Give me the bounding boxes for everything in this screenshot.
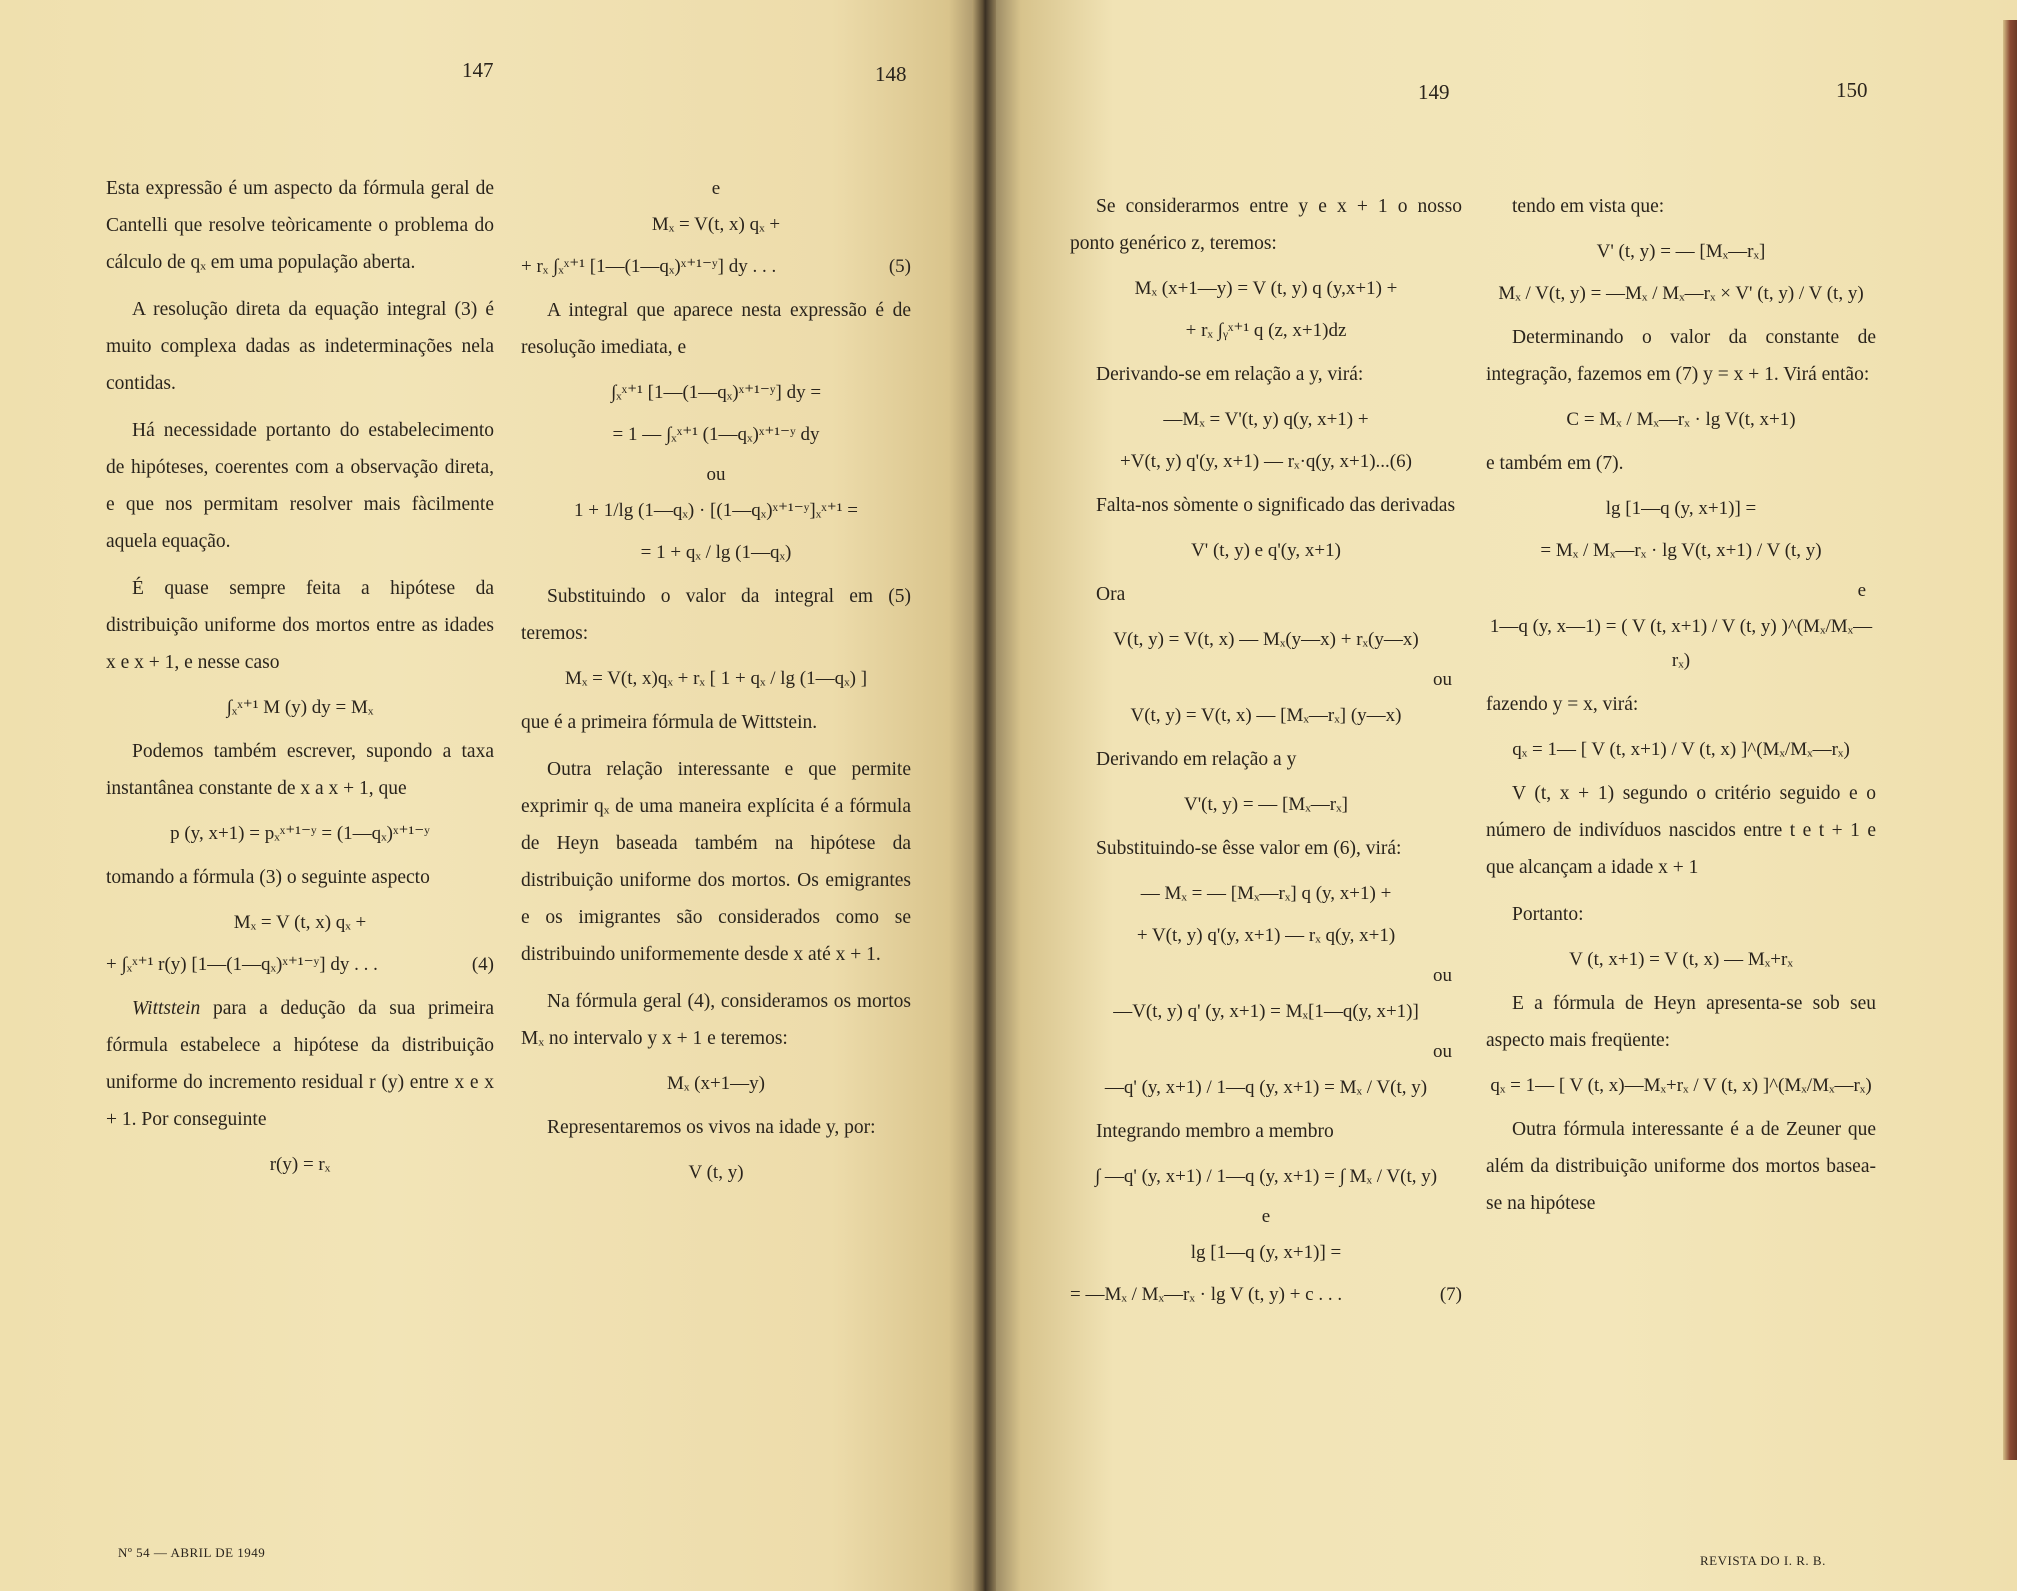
paragraph: Esta expressão é um aspecto da fórmula geral de Cantelli que resolve teòricamente o problema do cálculo de qₓ em uma população aberta. (106, 178, 494, 273)
paragraph-text: para a dedução da sua primeira fórmula estabelece a hipótese da distribuição uniforme do incremento residual r (y) entre x e x + 1. Por conseguinte (106, 998, 494, 1130)
connector-word: ou (1433, 669, 1452, 690)
equation: + rₓ ∫ₓˣ⁺¹ [1—(1—qₓ)ˣ⁺¹⁻ʸ] dy . . . (521, 256, 777, 277)
equation: = —Mₓ / Mₓ—rₓ · lg V (t, y) + c . . . (1070, 1284, 1343, 1305)
equation: Mₓ (x+1—y) = V (t, y) q (y,x+1) + (1134, 278, 1398, 299)
page-number-149: 149 (1418, 80, 1450, 104)
page-number-150: 150 (1836, 78, 1868, 102)
paragraph: fazendo y = x, virá: (1486, 694, 1639, 715)
equation-numbered (521, 250, 911, 284)
paragraph: Podemos também escrever, supondo a taxa instantânea constante de x a x + 1, que (106, 741, 494, 799)
equation: lg [1—q (y, x+1)] = (1190, 1242, 1342, 1263)
column-page-148 (521, 170, 911, 1198)
paragraph: E a fórmula de Heyn apresenta-se sob seu aspecto mais freqüente: (1486, 993, 1876, 1051)
paragraph: É quase sempre feita a hipótese da distribuição uniforme dos mortos entre as idades x e x + 1, e nesse caso (106, 578, 494, 673)
paragraph: Há necessidade portanto do estabelecimento de hipóteses, coerentes com a observação direta, e que nos permitam resolver mais fàcilmente aquela equação. (106, 420, 494, 552)
paragraph: que é a primeira fórmula de Wittstein. (521, 712, 818, 733)
page-number-148: 148 (875, 62, 907, 86)
equation: 1 + 1/lg (1—qₓ) · [(1—qₓ)ˣ⁺¹⁻ʸ]ₓˣ⁺¹ = (574, 500, 858, 521)
paragraph: V (t, x + 1) segundo o critério seguido e o número de indivíduos nascidos entre t e t + 1 e que alcançam a idade x + 1 (1486, 783, 1876, 878)
paragraph: e também em (7). (1486, 453, 1624, 474)
equation: Mₓ (x+1—y) (666, 1073, 766, 1094)
paragraph: Falta-nos sòmente o significado das derivadas (1096, 495, 1456, 516)
page-number-147: 147 (462, 58, 494, 82)
paragraph: Determinando o valor da constante de integração, fazemos em (7) y = x + 1. Virá então: (1486, 327, 1876, 385)
equation: = 1 — ∫ₓˣ⁺¹ (1—qₓ)ˣ⁺¹⁻ʸ dy (612, 424, 820, 445)
equation: V'(t, y) = — [Mₓ—rₓ] (1184, 794, 1348, 815)
equation: lg [1—q (y, x+1)] = (1605, 498, 1757, 519)
paragraph: Integrando membro a membro (1096, 1121, 1334, 1142)
book-edge (2003, 20, 2017, 1460)
paragraph: tendo em vista que: (1512, 196, 1665, 217)
paragraph: Derivando-se em relação a y, virá: (1096, 364, 1364, 385)
equation: ∫ₓˣ⁺¹ M (y) dy = Mₓ (226, 697, 374, 718)
paragraph: Portanto: (1512, 904, 1584, 925)
paragraph: Ora (1096, 584, 1126, 605)
equation: V(t, y) = V(t, x) — Mₓ(y—x) + rₓ(y—x) (1113, 629, 1419, 650)
paragraph: Substituindo o valor da integral em (5) teremos: (521, 586, 911, 644)
equation: —V(t, y) q' (y, x+1) = Mₓ[1—q(y, x+1)] (1113, 1001, 1419, 1022)
paragraph: Derivando em relação a y (1096, 749, 1297, 770)
equation: qₓ = 1— [ V (t, x)—Mₓ+rₓ / V (t, x) ]^(Mₓ/Mₓ—rₓ) (1490, 1075, 1872, 1096)
equation-numbered (106, 948, 494, 982)
connector-word: ou (1433, 1041, 1452, 1062)
paragraph: Outra relação interessante e que permite exprimir qₓ de uma maneira explícita é a fórmula de Heyn baseada também na hipótese da distribuição uniforme dos mortos. Os emigrantes e os imigrantes são considerados como se distribuindo uniformemente desde x até x + 1. (521, 759, 911, 965)
paragraph: Na fórmula geral (4), consideramos os mortos Mₓ no intervalo y x + 1 e teremos: (521, 991, 911, 1049)
footer-journal: REVISTA DO I. R. B. (1700, 1553, 1826, 1568)
equation: V (t, x+1) = V (t, x) — Mₓ+rₓ (1569, 949, 1793, 970)
equation: 1—q (y, x—1) = ( V (t, x+1) / V (t, y) )^(Mₓ/Mₓ—rₓ) (1489, 616, 1873, 671)
equation: Mₓ = V(t, x)qₓ + rₓ [ 1 + qₓ / lg (1—qₓ) ] (564, 668, 868, 689)
equation: = 1 + qₓ / lg (1—qₓ) (640, 542, 792, 563)
connector-word: e (711, 178, 721, 199)
footer-issue: Nº 54 — ABRIL DE 1949 (118, 1545, 266, 1560)
paragraph: Outra fórmula interessante é a de Zeuner que além da distribuição uniforme dos mortos basea-se na hipótese (1486, 1119, 1876, 1214)
equation: —Mₓ = V'(t, y) q(y, x+1) + (1163, 409, 1369, 430)
equation: V (t, y) (688, 1162, 744, 1183)
book-gutter (972, 0, 996, 1591)
equation: V' (t, y) = — [Mₓ—rₓ] (1596, 241, 1766, 262)
paragraph: tomando a fórmula (3) o seguinte aspecto (106, 867, 430, 888)
equation-numbered (1070, 1278, 1462, 1312)
paragraph: Se considerarmos entre y e x + 1 o nosso ponto genérico z, teremos: (1070, 196, 1462, 254)
equation: qₓ = 1— [ V (t, x+1) / V (t, x) ]^(Mₓ/Mₓ—rₓ) (1512, 739, 1850, 760)
paragraph: Substituindo-se êsse valor em (6), virá: (1096, 838, 1402, 859)
equation: — Mₓ = — [Mₓ—rₓ] q (y, x+1) + (1140, 883, 1392, 904)
connector-word: ou (1433, 965, 1452, 986)
connector-word: e (1261, 1206, 1271, 1227)
equation: Mₓ = V(t, x) qₓ + (651, 214, 781, 235)
equation: V(t, y) = V(t, x) — [Mₓ—rₓ] (y—x) (1130, 705, 1402, 726)
equation: Mₓ = V (t, x) qₓ + (233, 912, 367, 933)
paragraph: A integral que aparece nesta expressão é de resolução imediata, e (521, 300, 911, 358)
equation: + V(t, y) q'(y, x+1) — rₓ q(y, x+1) (1136, 925, 1396, 946)
paragraph: Representaremos os vivos na idade y, por: (547, 1117, 876, 1138)
equation: r(y) = rₓ (269, 1154, 331, 1175)
author-name: Wittstein (132, 998, 201, 1019)
equation: +V(t, y) q'(y, x+1) — rₓ·q(y, x+1)...(6) (1120, 451, 1412, 472)
equation: p (y, x+1) = pₓˣ⁺¹⁻ʸ = (1—qₓ)ˣ⁺¹⁻ʸ (170, 823, 430, 844)
connector-word: e (1857, 580, 1866, 601)
equation: ∫ —q' (y, x+1) / 1—q (y, x+1) = ∫ Mₓ / V(t, y) (1094, 1166, 1438, 1187)
connector-word: ou (706, 464, 726, 485)
column-page-149 (1070, 188, 1462, 1320)
paragraph: A resolução direta da equação integral (3) é muito complexa dadas as indeterminações nela contidas. (106, 299, 494, 394)
equation: + rₓ ∫ᵧˣ⁺¹ q (z, x+1)dz (1185, 320, 1347, 341)
equation-number: (7) (1439, 1284, 1462, 1305)
equation: + ∫ₓˣ⁺¹ r(y) [1—(1—qₓ)ˣ⁺¹⁻ʸ] dy . . . (106, 954, 378, 975)
equation: = Mₓ / Mₓ—rₓ · lg V(t, x+1) / V (t, y) (1540, 540, 1822, 561)
column-page-147 (106, 170, 494, 1190)
equation: C = Mₓ / Mₓ—rₓ · lg V(t, x+1) (1566, 409, 1796, 430)
equation-number: (4) (471, 954, 494, 975)
equation: V' (t, y) e q'(y, x+1) (1191, 540, 1341, 561)
equation: ∫ₓˣ⁺¹ [1—(1—qₓ)ˣ⁺¹⁻ʸ] dy = (610, 382, 822, 403)
paragraph (106, 990, 494, 1138)
column-page-150 (1486, 188, 1876, 1232)
equation: —q' (y, x+1) / 1—q (y, x+1) = Mₓ / V(t, y) (1104, 1077, 1428, 1098)
equation-number: (5) (888, 256, 911, 277)
equation: Mₓ / V(t, y) = —Mₓ / Mₓ—rₓ × V' (t, y) / V (t, y) (1498, 283, 1864, 304)
